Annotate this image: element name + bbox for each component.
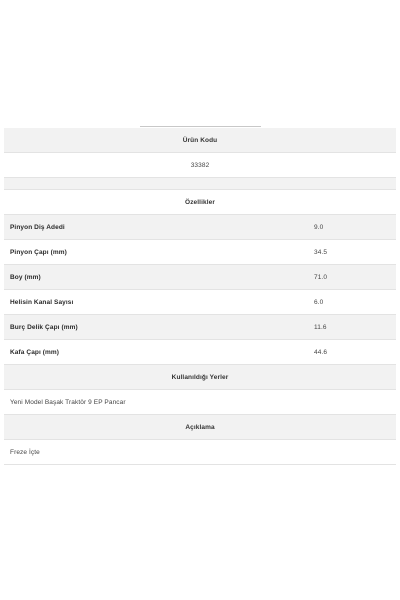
usage-text: Yeni Model Başak Traktör 9 EP Pancar [10,398,126,406]
feature-value: 44.6 [314,348,328,356]
product-code-header-label: Ürün Kodu [182,136,218,144]
feature-row [4,215,396,240]
feature-row [4,315,396,340]
spec-table [4,128,396,465]
product-code-row [4,153,396,178]
feature-value: 9.0 [314,223,324,231]
spacer-row [4,178,396,190]
description-header [4,415,396,440]
feature-row [4,290,396,315]
features-header-label: Özellikler [185,198,215,206]
feature-value: 71.0 [314,273,328,281]
feature-row [4,240,396,265]
feature-label: Boy (mm) [10,273,41,281]
feature-row [4,265,396,290]
description-row [4,440,396,465]
usage-header [4,365,396,390]
feature-label: Helisin Kanal Sayısı [10,298,74,306]
description-header-label: Açıklama [185,423,215,431]
usage-row [4,390,396,415]
feature-label: Kafa Çapı (mm) [10,348,60,356]
feature-label: Burç Delik Çapı (mm) [10,323,78,331]
feature-row [4,340,396,365]
feature-label: Pinyon Diş Adedi [10,223,65,231]
feature-value: 6.0 [314,298,324,306]
description-text: Freze İçte [10,448,40,456]
feature-value: 34.5 [314,248,328,256]
product-code-header [4,128,396,153]
feature-label: Pinyon Çapı (mm) [10,248,67,256]
feature-value: 11.6 [314,323,327,331]
usage-header-label: Kullanıldığı Yerler [171,373,229,381]
top-divider [140,126,261,127]
features-header [4,190,396,215]
product-code-value: 33382 [190,161,210,169]
